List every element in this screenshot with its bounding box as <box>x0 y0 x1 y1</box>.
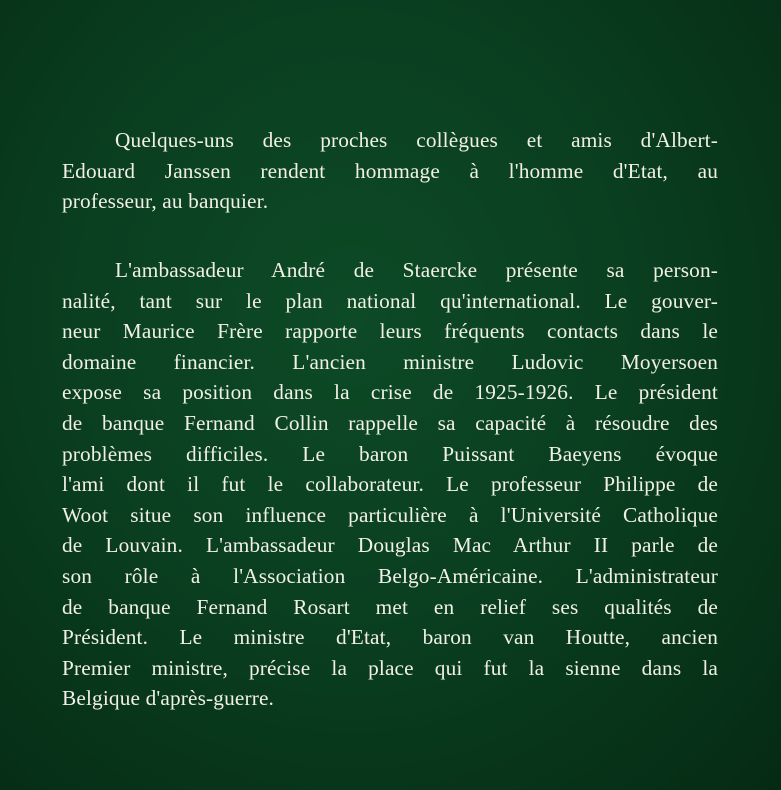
text-line: Woot situe son influence particulière à l'Université Catholique <box>62 502 718 527</box>
text-line: Belgique d'après-guerre. <box>62 686 275 711</box>
text-line: L'ambassadeur André de Staercke présente sa person- <box>115 258 718 282</box>
text-line: Quelques-uns des proches collègues et amis d'Albert- <box>115 128 718 152</box>
text-line: Président. Le ministre d'Etat, baron van Houtte, ancien <box>62 625 718 650</box>
text-line: domaine financier. L'ancien ministre Ludovic Moyersoen <box>62 349 718 374</box>
text-line: Edouard Janssen rendent hommage à l'homme d'Etat, au <box>62 158 718 183</box>
text-line: l'ami dont il fut le collaborateur. Le professeur Philippe de <box>62 472 718 497</box>
text-line: nalité, tant sur le plan national qu'international. Le gouver- <box>62 288 718 313</box>
paragraph-contributors <box>62 255 718 714</box>
text-line: problèmes difficiles. Le baron Puissant Baeyens évoque <box>62 441 718 466</box>
text-line: professeur, au banquier. <box>62 189 269 214</box>
text-line: de banque Fernand Collin rappelle sa capacité à résoudre des <box>62 410 718 435</box>
paragraph-intro <box>62 125 718 217</box>
text-line: neur Maurice Frère rapporte leurs fréquents contacts dans le <box>62 319 718 344</box>
text-line: son rôle à l'Association Belgo-Américaine. L'administrateur <box>62 563 718 588</box>
text-line: expose sa position dans la crise de 1925-1926. Le président <box>62 380 718 405</box>
text-line: Premier ministre, précise la place qui fut la sienne dans la <box>62 655 718 680</box>
text-line: de Louvain. L'ambassadeur Douglas Mac Arthur II parle de <box>62 533 718 558</box>
text-line: de banque Fernand Rosart met en relief ses qualités de <box>62 594 718 619</box>
